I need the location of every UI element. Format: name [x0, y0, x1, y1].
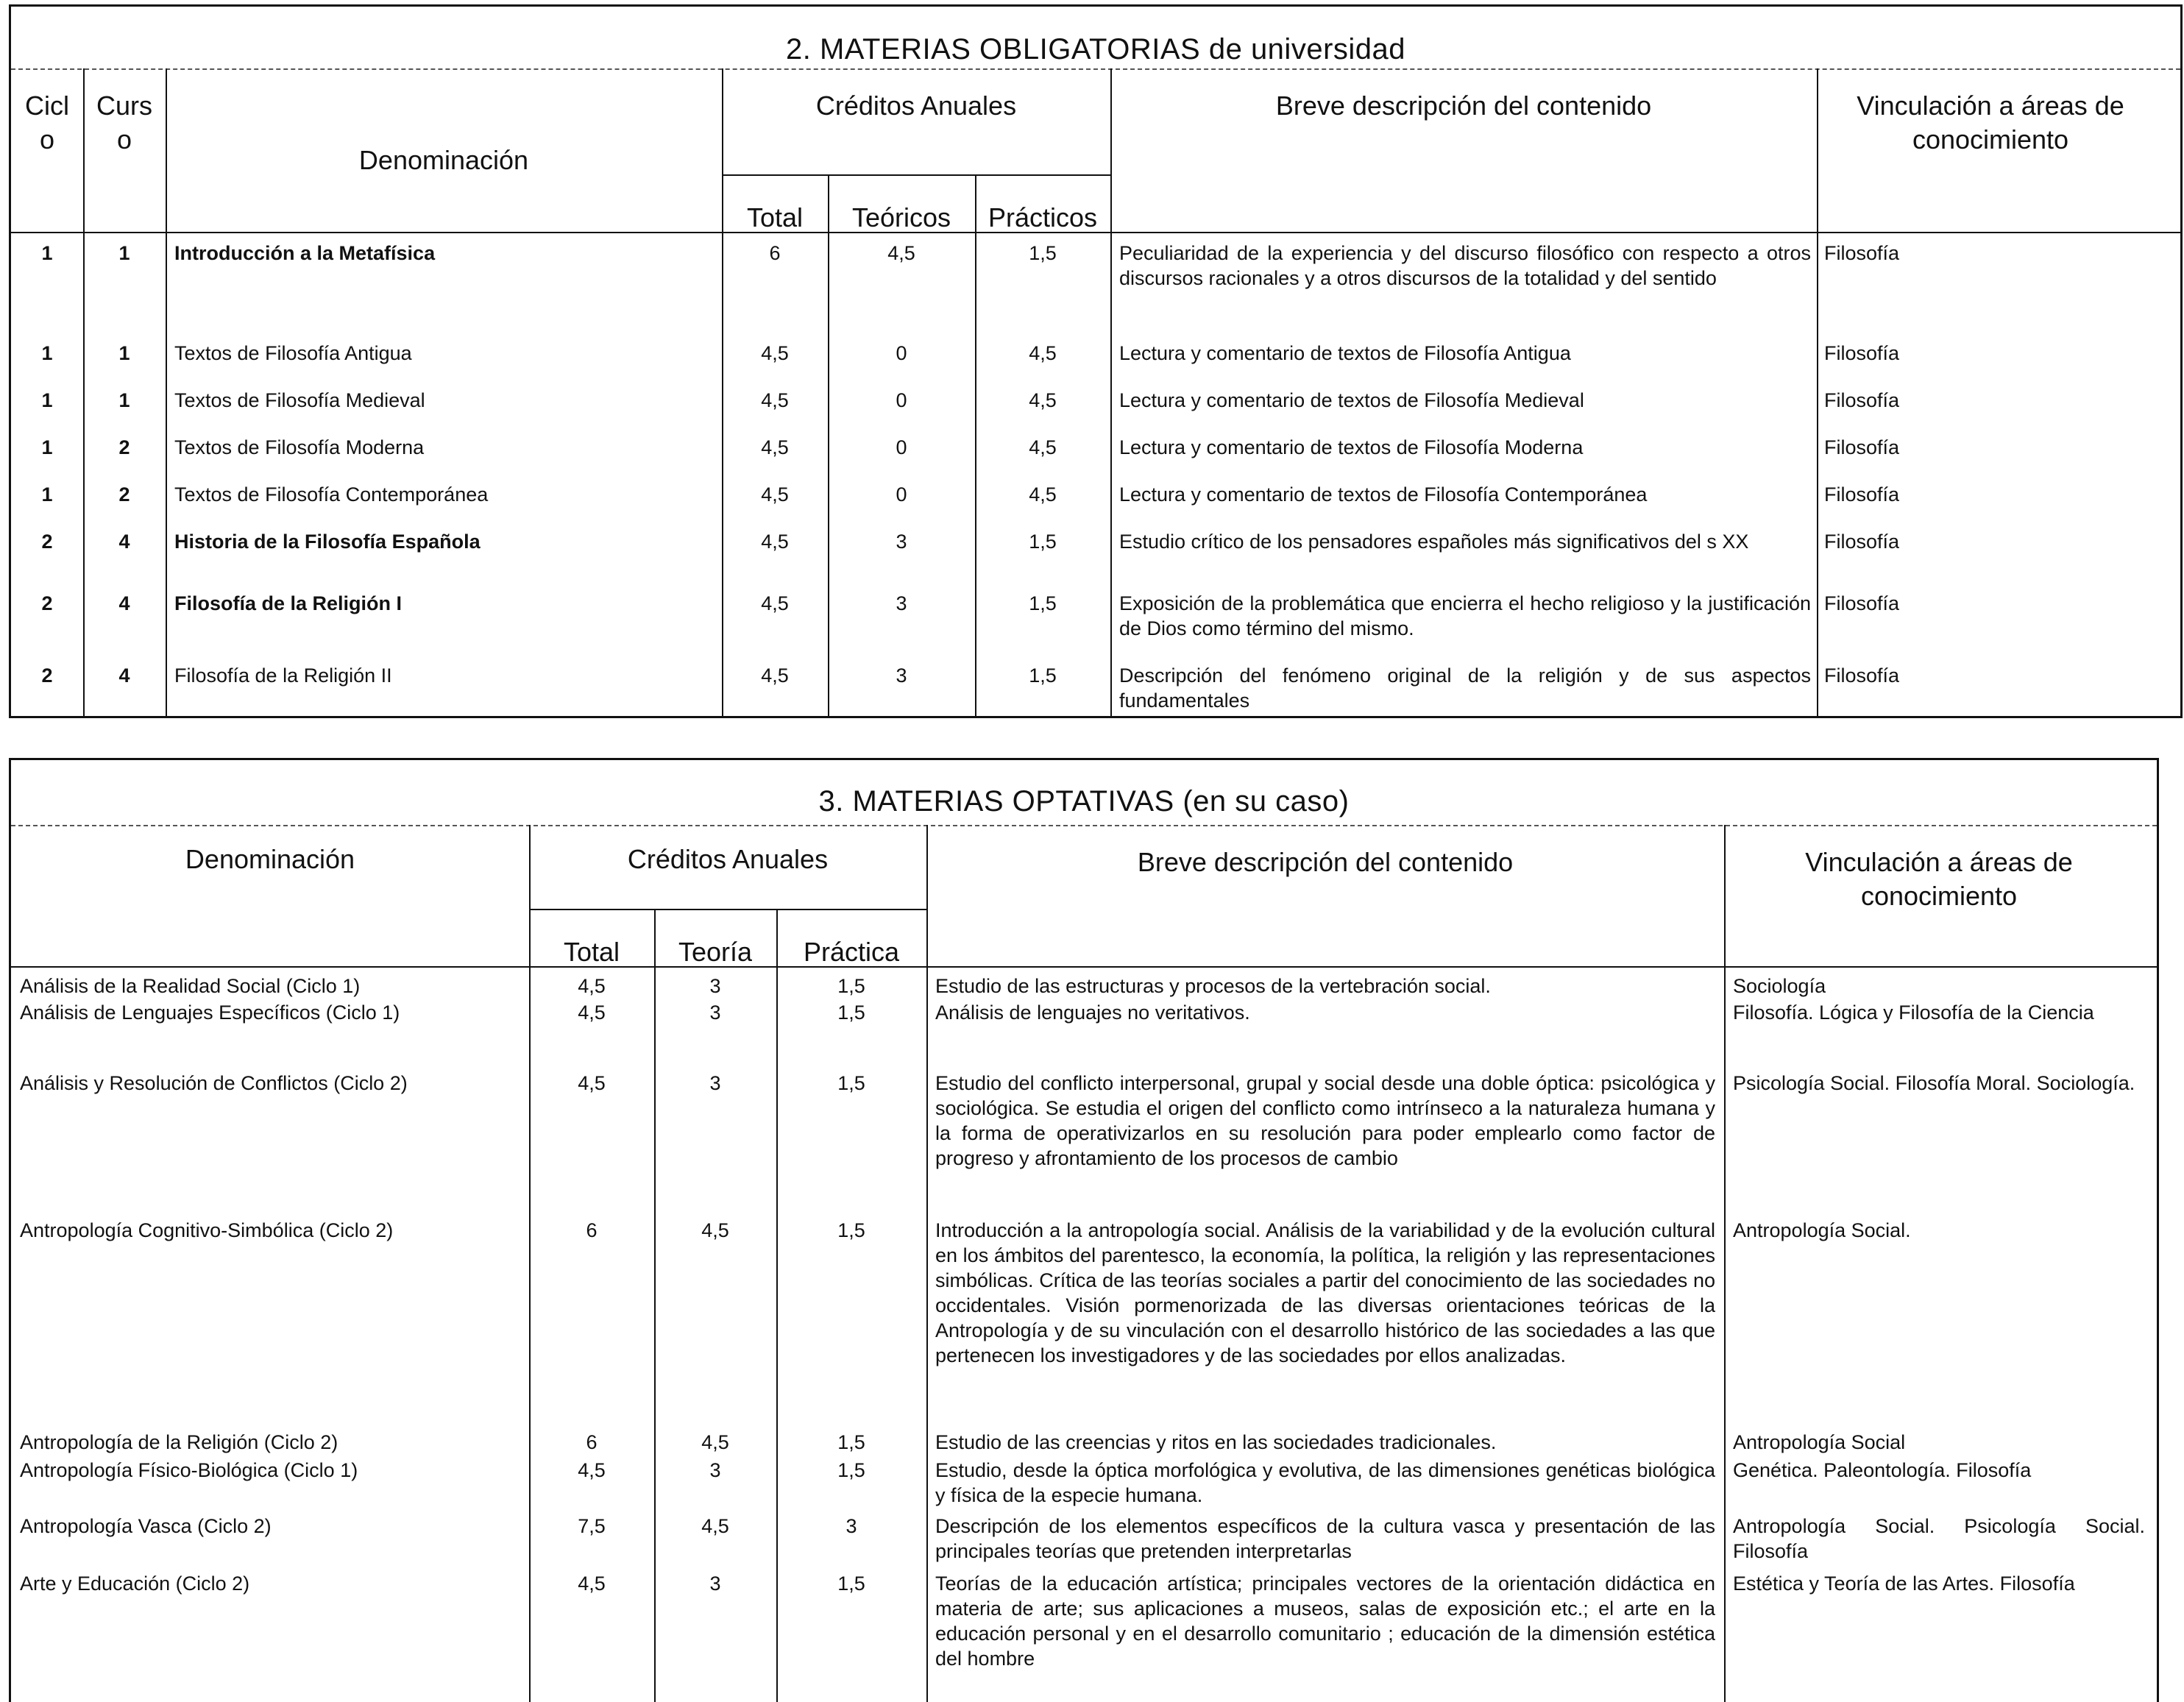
- ciclo-cell: 1: [41, 242, 53, 264]
- teoria-cell: 3: [709, 1072, 721, 1094]
- vinculacion-cell: Filosofía: [1824, 592, 1900, 614]
- denominacion-cell: Filosofía de la Religión I: [174, 592, 403, 614]
- descripcion-cell: Descripción de los elementos específicos de la cultura vasca y presentación de las principales teorías que pretenden interpretarlas: [935, 1515, 1715, 1562]
- ciclo-cell: 2: [41, 664, 53, 687]
- denominacion-cell: Textos de Filosofía Medieval: [174, 389, 425, 411]
- vinculacion-cell: Filosofía: [1824, 436, 1900, 458]
- denominacion-cell: Textos de Filosofía Contemporánea: [174, 483, 489, 506]
- practicos-cell: 1,5: [1029, 531, 1057, 553]
- vinculacion-cell: Filosofía: [1824, 242, 1900, 264]
- teoricos-cell: 0: [896, 389, 907, 411]
- descripcion-cell: Estudio de las creencias y ritos en las sociedades tradicionales.: [935, 1431, 1497, 1453]
- denominacion-cell: Textos de Filosofía Antigua: [174, 342, 412, 364]
- header-descripcion: Breve descripción del contenido: [1275, 91, 1652, 121]
- header-descripcion: Breve descripción del contenido: [1137, 847, 1514, 877]
- practica-cell: 1,5: [837, 975, 865, 997]
- total-cell: 4,5: [578, 1459, 606, 1481]
- practica-cell: 1,5: [837, 1572, 865, 1595]
- teoria-cell: 3: [709, 1459, 721, 1481]
- total-cell: 4,5: [761, 342, 789, 364]
- header-practica: Práctica: [803, 937, 900, 967]
- col-divider: [166, 68, 167, 716]
- header-ciclo: Cicl o: [25, 91, 69, 155]
- vinculacion-cell: Antropología Social. Psicología Social. Filosofía: [1733, 1515, 2145, 1562]
- section-title: 2. MATERIAS OBLIGATORIAS de universidad: [785, 33, 1406, 65]
- vinculacion-cell: Sociología: [1733, 975, 1826, 997]
- denominacion-cell: Textos de Filosofía Moderna: [174, 436, 425, 458]
- vinculacion-cell: Filosofía: [1824, 483, 1900, 506]
- vinculacion-cell: Filosofía: [1824, 342, 1900, 364]
- descripcion-cell: Estudio crítico de los pensadores españoles más significativos del s XX: [1119, 531, 1749, 553]
- teoricos-cell: 3: [896, 664, 907, 687]
- teoricos-cell: 3: [896, 531, 907, 553]
- col-divider: [1724, 825, 1726, 1702]
- descripcion-cell: Estudio, desde la óptica morfológica y evolutiva, de las dimensiones genéticas biológica y física de la especie humana.: [935, 1459, 1715, 1506]
- curso-cell: 4: [118, 592, 130, 614]
- curso-cell: 2: [118, 483, 130, 506]
- total-cell: 4,5: [578, 1001, 606, 1024]
- descripcion-cell: Peculiaridad de la experiencia y del discurso filosófico con respecto a otros discursos racionales y a otros discursos de la totalidad y del sentido: [1119, 242, 1811, 289]
- header-teoricos: Teóricos: [851, 202, 951, 233]
- ciclo-cell: 1: [41, 436, 53, 458]
- practicos-cell: 4,5: [1029, 436, 1057, 458]
- descripcion-cell: Lectura y comentario de textos de Filosofía Moderna: [1119, 436, 1584, 458]
- section-optativas-table: [9, 758, 2159, 1702]
- descripcion-cell: Lectura y comentario de textos de Filosofía Antigua: [1119, 342, 1571, 364]
- practica-cell: 1,5: [837, 1219, 865, 1241]
- total-cell: 4,5: [761, 483, 789, 506]
- total-cell: 4,5: [761, 592, 789, 614]
- practicos-cell: 1,5: [1029, 664, 1057, 687]
- col-divider: [1817, 68, 1818, 716]
- title-rule: [11, 68, 2180, 70]
- denominacion-cell: Arte y Educación (Ciclo 2): [20, 1572, 250, 1595]
- row-divider: [529, 909, 926, 910]
- vinculacion-cell: Antropología Social: [1733, 1431, 1906, 1453]
- vinculacion-cell: Genética. Paleontología. Filosofía: [1733, 1459, 2032, 1481]
- practica-cell: 1,5: [837, 1459, 865, 1481]
- descripcion-cell: Lectura y comentario de textos de Filosofía Contemporánea: [1119, 483, 1648, 506]
- curso-cell: 4: [118, 531, 130, 553]
- practica-cell: 1,5: [837, 1072, 865, 1094]
- denominacion-cell: Análisis de Lenguajes Específicos (Ciclo 1): [20, 1001, 400, 1024]
- vinculacion-cell: Psicología Social. Filosofía Moral. Sociología.: [1733, 1072, 2135, 1094]
- header-practicos: Prácticos: [988, 202, 1098, 233]
- teoria-cell: 3: [709, 1572, 721, 1595]
- practica-cell: 1,5: [837, 1001, 865, 1024]
- descripcion-cell: Lectura y comentario de textos de Filosofía Medieval: [1119, 389, 1584, 411]
- curso-cell: 1: [118, 389, 130, 411]
- denominacion-cell: Análisis y Resolución de Conflictos (Ciclo 2): [20, 1072, 408, 1094]
- teoria-cell: 4,5: [701, 1431, 729, 1453]
- descripcion-cell: Estudio del conflicto interpersonal, grupal y social desde una doble óptica: psicológica y sociológica. Se estudia el origen del conflicto como intrínseco a la naturaleza humana y la forma de operativizarlos en su resolución para poder emplearlo como factor de progreso y afrontamiento de los procesos de cambio: [935, 1072, 1715, 1169]
- denominacion-cell: Introducción a la Metafísica: [174, 242, 436, 264]
- header-vinculacion: Vinculación a áreas de conocimiento: [1805, 847, 2073, 911]
- denominacion-cell: Antropología Físico-Biológica (Ciclo 1): [20, 1459, 358, 1481]
- total-cell: 7,5: [578, 1515, 606, 1537]
- practicos-cell: 4,5: [1029, 389, 1057, 411]
- curso-cell: 1: [118, 242, 130, 264]
- practicos-cell: 1,5: [1029, 242, 1057, 264]
- denominacion-cell: Antropología Vasca (Ciclo 2): [20, 1515, 272, 1537]
- descripcion-cell: Estudio de las estructuras y procesos de la vertebración social.: [935, 975, 1491, 997]
- total-cell: 6: [586, 1431, 598, 1453]
- row-divider: [722, 174, 1110, 176]
- descripcion-cell: Descripción del fenómeno original de la religión y de sus aspectos fundamentales: [1119, 664, 1811, 712]
- vinculacion-cell: Filosofía. Lógica y Filosofía de la Ciencia: [1733, 1001, 2094, 1024]
- teoricos-cell: 0: [896, 483, 907, 506]
- teoricos-cell: 0: [896, 436, 907, 458]
- vinculacion-cell: Filosofía: [1824, 664, 1900, 687]
- total-cell: 4,5: [761, 664, 789, 687]
- col-divider: [1110, 68, 1112, 716]
- header-total: Total: [563, 937, 620, 967]
- descripcion-cell: Teorías de la educación artística; principales vectores de la orientación didáctica en materia de arte; sus aplicaciones a museos, salas de exposición etc.; el arte en la educación personal y en el desarrollo comunitario ; educación de la dimensión estética del hombre: [935, 1572, 1715, 1670]
- header-bottom-rule: [11, 966, 2157, 968]
- teoricos-cell: 3: [896, 592, 907, 614]
- ciclo-cell: 1: [41, 342, 53, 364]
- vinculacion-cell: Estética y Teoría de las Artes. Filosofía: [1733, 1572, 2075, 1595]
- total-cell: 4,5: [761, 436, 789, 458]
- practica-cell: 1,5: [837, 1431, 865, 1453]
- descripcion-cell: Introducción a la antropología social. Análisis de la variabilidad y de la evolución cultural en los ámbitos del parentesco, la economía, la política, la religión y las representaciones simbólicas. Crítica de las teorías sociales a partir del conocimiento de las sociedades no occidentales. Visión pormenorizada de las diversas orientaciones teóricas de la Antropología y de su vinculación con el desarrollo histórico de las sociedades a las que pertenecen los investigadores y de las sociedades por ellos analizadas.: [935, 1219, 1715, 1366]
- header-vinculacion: Vinculación a áreas de conocimiento: [1857, 91, 2124, 155]
- title-rule: [11, 825, 2157, 826]
- col-divider: [926, 825, 928, 1702]
- teoria-cell: 4,5: [701, 1515, 729, 1537]
- ciclo-cell: 2: [41, 531, 53, 553]
- section-title: 3. MATERIAS OPTATIVAS (en su caso): [818, 785, 1350, 818]
- header-denominacion: Denominación: [358, 145, 529, 175]
- denominacion-cell: Antropología de la Religión (Ciclo 2): [20, 1431, 338, 1453]
- header-curso: Curs o: [96, 91, 152, 155]
- practicos-cell: 4,5: [1029, 342, 1057, 364]
- practicos-cell: 1,5: [1029, 592, 1057, 614]
- teoria-cell: 3: [709, 975, 721, 997]
- total-cell: 6: [769, 242, 781, 264]
- header-teoria: Teoría: [678, 937, 753, 967]
- header-denominacion: Denominación: [185, 844, 355, 874]
- practica-cell: 3: [845, 1515, 857, 1537]
- denominacion-cell: Filosofía de la Religión II: [174, 664, 392, 687]
- ciclo-cell: 1: [41, 483, 53, 506]
- total-cell: 4,5: [578, 1072, 606, 1094]
- curso-cell: 4: [118, 664, 130, 687]
- header-creditos-anuales: Créditos Anuales: [627, 844, 829, 874]
- section-obligatorias-table: [9, 4, 2183, 718]
- vinculacion-cell: Antropología Social.: [1733, 1219, 1911, 1241]
- total-cell: 4,5: [761, 389, 789, 411]
- curso-cell: 2: [118, 436, 130, 458]
- total-cell: 4,5: [578, 1572, 606, 1595]
- teoria-cell: 3: [709, 1001, 721, 1024]
- vinculacion-cell: Filosofía: [1824, 531, 1900, 553]
- curso-cell: 1: [118, 342, 130, 364]
- teoricos-cell: 0: [896, 342, 907, 364]
- total-cell: 6: [586, 1219, 598, 1241]
- descripcion-cell: Exposición de la problemática que encierra el hecho religioso y la justificación de Dios como término del mismo.: [1119, 592, 1811, 639]
- vinculacion-cell: Filosofía: [1824, 389, 1900, 411]
- ciclo-cell: 1: [41, 389, 53, 411]
- descripcion-cell: Análisis de lenguajes no veritativos.: [935, 1001, 1250, 1024]
- practicos-cell: 4,5: [1029, 483, 1057, 506]
- total-cell: 4,5: [761, 531, 789, 553]
- header-creditos-anuales: Créditos Anuales: [815, 91, 1017, 121]
- denominacion-cell: Análisis de la Realidad Social (Ciclo 1): [20, 975, 361, 997]
- teoricos-cell: 4,5: [887, 242, 915, 264]
- total-cell: 4,5: [578, 975, 606, 997]
- denominacion-cell: Historia de la Filosofía Española: [174, 531, 481, 553]
- ciclo-cell: 2: [41, 592, 53, 614]
- header-total: Total: [746, 202, 804, 233]
- teoria-cell: 4,5: [701, 1219, 729, 1241]
- denominacion-cell: Antropología Cognitivo-Simbólica (Ciclo 2): [20, 1219, 394, 1241]
